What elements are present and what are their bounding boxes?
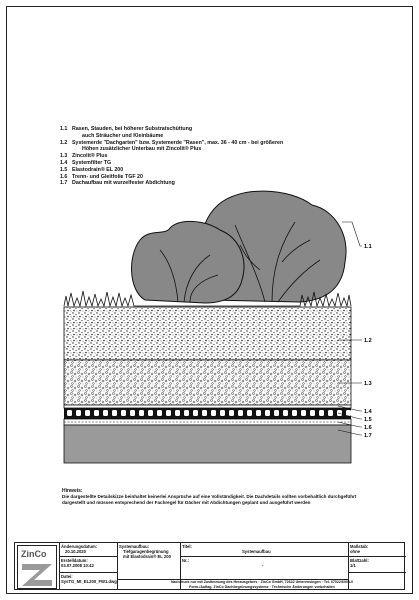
legend-text: Dachaufbau mit wurzelfester Abdichtung	[72, 180, 175, 187]
title-label: Titel:	[182, 544, 192, 549]
title-value: Systemaufbau	[242, 549, 271, 554]
sheet-value: 1/1	[350, 563, 356, 568]
legend-number: 1.1	[60, 126, 68, 132]
scale-label: Maßstab:	[350, 544, 369, 549]
nr-cell	[182, 558, 347, 568]
drain-cup	[166, 410, 171, 416]
nr-label: Nr.:	[182, 558, 189, 563]
drain-cup	[202, 410, 207, 416]
system-value-1: Tiefgaragenbegrünung	[123, 549, 169, 554]
drain-cup	[211, 410, 216, 416]
note	[62, 488, 362, 506]
change-date-label: Änderungsdatum:	[61, 544, 98, 549]
drain-cup	[103, 410, 108, 416]
legend-text: Elastodrain® EL 200	[72, 166, 124, 173]
footer-line-1: Nachdruck nur mit Zustimmung des Herausgebers · ZinCo GmbH, 72622 Unterensingen · Tel. 07022/6003-0	[170, 580, 354, 584]
legend-number: 1.2	[60, 139, 68, 146]
title-block	[14, 542, 405, 590]
drain-cup	[112, 410, 117, 416]
drain-cup	[148, 410, 153, 416]
legend-text: Trenn- und Gleitfolie TGF 20	[72, 173, 143, 180]
callout-label: 1.7	[364, 433, 372, 439]
zinco-logo	[17, 545, 57, 589]
drain-cup	[319, 410, 324, 416]
drain-cup	[121, 410, 126, 416]
drain-cup	[238, 410, 243, 416]
nr-value: -	[262, 563, 264, 568]
system-value-2: mit Elastodrain® EL 200	[123, 554, 171, 559]
legend-number: 1.5	[60, 166, 68, 173]
drain-cup	[130, 410, 135, 416]
logo-text: ZinCo	[21, 549, 47, 559]
scale-cell	[350, 544, 405, 554]
created-date-value: 03.07.2008 10:42	[61, 563, 94, 568]
legend-number: 1.7	[60, 180, 68, 187]
sheet-label: Blattzahl:	[350, 558, 369, 563]
file-value: SysTG_Mt_EL200_FW1.dwg	[61, 579, 117, 584]
legend-text: Systemfilter TG	[72, 159, 112, 166]
drain-cup	[76, 410, 81, 416]
change-date-cell	[61, 544, 117, 554]
note-line-2: dargestellt und müssen entsprechend der Fachregel für Dächer mit Abdichtungen geplant und ausgeführt werden	[62, 500, 311, 505]
change-date-value: 20.10.2020	[65, 549, 86, 554]
drain-cup	[175, 410, 180, 416]
footer-line-2: Form-/Auflag. ZinCo Dachbegrünungssysteme · Technische Änderungen vorbehalten	[189, 584, 335, 589]
callout-label: 1.5	[364, 417, 372, 423]
layer-soil	[64, 307, 351, 360]
footer-cell	[119, 580, 405, 589]
drain-cup	[94, 410, 99, 416]
callout-label: 1.3	[364, 381, 372, 387]
drain-cup	[85, 410, 90, 416]
system-cell	[119, 544, 179, 559]
shrub-small	[132, 221, 244, 303]
note-title: Hinweis:	[62, 488, 83, 494]
drain-cup	[265, 410, 270, 416]
system-label: Systemaufbau:	[119, 544, 150, 549]
legend-text-continued: Höhen zusätzlicher Unterbau mit Zincolit® Plus	[82, 146, 202, 153]
created-date-label: Erstelldatum:	[61, 558, 88, 563]
callout-label: 1.6	[364, 425, 372, 431]
drain-cup	[301, 410, 306, 416]
drain-cup	[283, 410, 288, 416]
file-label: Datei:	[61, 574, 73, 579]
drain-cup	[247, 410, 252, 416]
drain-cup	[256, 410, 261, 416]
drain-cup	[292, 410, 297, 416]
legend-text-continued: auch Sträucher und Kleinbäume	[82, 132, 164, 139]
created-date-cell	[61, 558, 117, 568]
drain-cup	[193, 410, 198, 416]
drain-cup	[337, 410, 342, 416]
sheet-cell	[350, 558, 405, 568]
legend-number: 1.3	[60, 153, 68, 160]
scale-value: ohne	[350, 549, 361, 554]
legend-text: Rasen, Stauden, bei höherer Substratschüttung	[72, 126, 193, 132]
drain-cup	[157, 410, 162, 416]
drain-cup	[229, 410, 234, 416]
legend-number: 1.4	[60, 159, 68, 166]
layer-roof	[64, 425, 351, 463]
callout-labels	[364, 244, 373, 439]
drain-cup	[310, 410, 315, 416]
layer-zincolit	[64, 360, 351, 405]
drain-cup	[220, 410, 225, 416]
legend-text: Systemerde "Dachgarten" bzw. Systemerde "Rasen", max. 36 - 40 cm - bei größeren	[72, 139, 284, 146]
note-line-1: Die dargestellte Detailskizze beinhaltet keinerlei Ansprüche auf eine Vollständigkeit. Die Dachdetails sollten vorbehaltlich durchgeführt	[62, 494, 357, 499]
drain-cup	[328, 410, 333, 416]
callout-label: 1.1	[364, 244, 372, 250]
callout-label: 1.4	[364, 409, 372, 415]
title-cell	[182, 544, 347, 554]
legend-text: Zincolit® Plus	[72, 153, 108, 160]
file-cell	[61, 574, 117, 584]
drain-cup	[184, 410, 189, 416]
drain-cup	[274, 410, 279, 416]
legend-number: 1.6	[60, 173, 68, 180]
drain-cup	[67, 410, 72, 416]
layer-filter	[64, 405, 351, 408]
callout-label: 1.2	[364, 338, 372, 344]
drain-cup	[139, 410, 144, 416]
